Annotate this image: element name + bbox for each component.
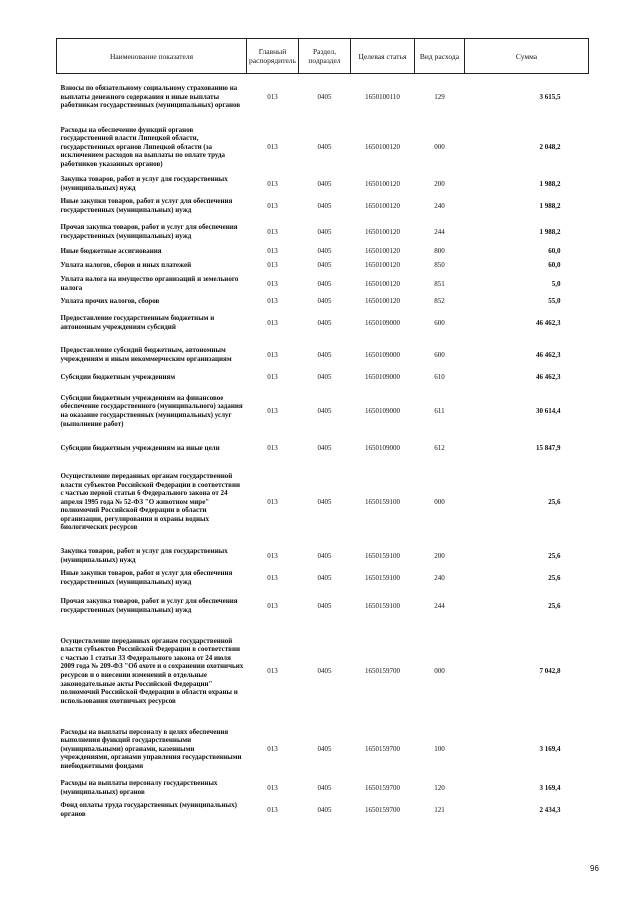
- table-row: [57, 273, 589, 295]
- table-row: [57, 547, 589, 565]
- row-target: 1650109000: [365, 443, 400, 452]
- row-exp-type: 100: [434, 744, 445, 753]
- row-exp-type: 200: [434, 551, 445, 560]
- row-section: 0405: [317, 279, 332, 288]
- row-name: Закупка товаров, работ и услуг для государственных (муниципальных) нужд: [60, 547, 228, 564]
- row-exp-type: 129: [434, 92, 445, 101]
- row-target: 1650109000: [365, 406, 400, 415]
- row-section: 0405: [317, 783, 332, 792]
- header-sum: Сумма: [465, 39, 589, 74]
- row-admin: 013: [267, 179, 278, 188]
- table-row: [57, 591, 589, 621]
- row-target: 1650109000: [365, 318, 400, 327]
- row-target: 1650100110: [365, 92, 400, 101]
- header-exp-type: Вид расхода: [415, 39, 465, 74]
- table-row: [57, 175, 589, 193]
- row-sum: 60,0: [548, 260, 561, 269]
- row-name: Иные бюджетные ассигнования: [60, 246, 162, 255]
- row-name: Прочая закупка товаров, работ и услуг для обеспечения государственных (муниципальных) нужд: [60, 597, 238, 614]
- row-sum: 5,0: [551, 279, 561, 288]
- row-section: 0405: [317, 372, 332, 381]
- table-row: [57, 565, 589, 591]
- row-sum: 60,0: [548, 246, 561, 255]
- row-name: Субсидии бюджетным учреждениям на финансовое обеспечение государственного (муниципального) задания на оказание государственных (муниципальных) услуг (выполнение работ): [60, 393, 243, 428]
- row-target: 1650159700: [365, 744, 400, 753]
- row-name: Предоставление государственным бюджетным и автономным учреждениям субсидий: [60, 314, 215, 331]
- row-sum: 2 434,3: [539, 805, 561, 814]
- row-target: 1650159700: [365, 666, 400, 675]
- row-name: Расходы на выплаты персоналу в целях обеспечения выполнения функций государственными (муниципальными) органами, казенными учреждениями, органами управления государственными внебюджетными фондами: [60, 727, 242, 770]
- row-exp-type: 244: [434, 227, 445, 236]
- row-exp-type: 000: [434, 666, 445, 675]
- row-name: Прочая закупка товаров, работ и услуг для обеспечения государственных (муниципальных) нужд: [60, 223, 238, 240]
- row-name: Осуществление переданных органам государственной власти субъектов Российской Федерации в соответствии с частью первой статьи 6 Федерального закона от 24 апреля 1995 года № 52-ФЗ "О животном мире" полномочий Российской Федерации в области организации, регулирования и охраны водных биологических ресурсов: [60, 471, 241, 532]
- row-admin: 013: [267, 350, 278, 359]
- row-name: Взносы по обязательному социальному страхованию на выплаты денежного содержания и иные выплаты работникам государственных (муниципальных) органов: [60, 84, 241, 110]
- row-name: Субсидии бюджетным учреждениям: [60, 372, 176, 381]
- header-section: Раздел, подраздел: [299, 39, 351, 74]
- row-admin: 013: [267, 142, 278, 151]
- table-row: [57, 339, 589, 371]
- table-row: [57, 193, 589, 219]
- row-exp-type: 850: [434, 260, 445, 269]
- row-sum: 46 462,3: [536, 350, 561, 359]
- row-section: 0405: [317, 805, 332, 814]
- row-target: 1650100120: [365, 201, 400, 210]
- budget-table: [56, 38, 589, 821]
- row-exp-type: 800: [434, 246, 445, 255]
- row-admin: 013: [267, 318, 278, 327]
- row-sum: 55,0: [548, 296, 561, 305]
- row-section: 0405: [317, 246, 332, 255]
- table-row: [57, 307, 589, 339]
- row-name: Фонд оплаты труда государственных (муниципальных) органов: [60, 801, 237, 818]
- table-row: [57, 219, 589, 245]
- row-exp-type: 852: [434, 296, 445, 305]
- row-admin: 013: [267, 296, 278, 305]
- row-admin: 013: [267, 201, 278, 210]
- row-target: 1650100120: [365, 179, 400, 188]
- row-admin: 013: [267, 744, 278, 753]
- row-section: 0405: [317, 260, 332, 269]
- header-target: Целевая статья: [351, 39, 415, 74]
- row-target: 1650100120: [365, 260, 400, 269]
- row-admin: 013: [267, 372, 278, 381]
- row-exp-type: 200: [434, 179, 445, 188]
- row-sum: 1 988,2: [539, 201, 561, 210]
- row-admin: 013: [267, 406, 278, 415]
- row-sum: 25,6: [548, 497, 561, 506]
- row-exp-type: 612: [434, 443, 445, 452]
- row-section: 0405: [317, 201, 332, 210]
- row-admin: 013: [267, 666, 278, 675]
- row-exp-type: 000: [434, 142, 445, 151]
- row-name: Расходы на выплаты персоналу государственных (муниципальных) органов: [60, 779, 218, 796]
- row-target: 1650100120: [365, 246, 400, 255]
- row-exp-type: 851: [434, 279, 445, 288]
- row-name: Расходы на обеспечение функций органов государственной власти Липецкой области, государственных органов Липецкой области (за исключением расходов на выплаты по оплате труда работников указанных органов): [60, 125, 226, 168]
- table-row: [57, 119, 589, 175]
- row-target: 1650159700: [365, 783, 400, 792]
- row-section: 0405: [317, 443, 332, 452]
- row-sum: 3 615,5: [539, 92, 561, 101]
- row-exp-type: 240: [434, 573, 445, 582]
- row-sum: 7 042,8: [539, 666, 561, 675]
- row-target: 1650159100: [365, 551, 400, 560]
- row-exp-type: 244: [434, 601, 445, 610]
- row-admin: 013: [267, 92, 278, 101]
- row-exp-type: 610: [434, 372, 445, 381]
- table-row: [57, 439, 589, 457]
- row-name: Осуществление переданных органам государственной власти субъектов Российской Федерации в соответствии с частью 1 статьи 33 Федерального закона от 24 июля 2009 года № 209-ФЗ "Об охоте и о сохранении охотничьих ресурсов и о внесении изменений в отдельные законодательные акты Российской Федерации" полномочий Российской Федерации в области охраны и использования охотничьих ресурсов: [60, 636, 244, 705]
- row-section: 0405: [317, 296, 332, 305]
- row-sum: 46 462,3: [536, 318, 561, 327]
- row-exp-type: 121: [434, 805, 445, 814]
- table-row: [57, 799, 589, 821]
- row-admin: 013: [267, 601, 278, 610]
- row-section: 0405: [317, 573, 332, 582]
- table-row: [57, 457, 589, 547]
- row-exp-type: 600: [434, 350, 445, 359]
- row-target: 1650159100: [365, 497, 400, 506]
- row-section: 0405: [317, 142, 332, 151]
- row-name: Субсидии бюджетным учреждениям на иные цели: [60, 443, 220, 452]
- row-sum: 1 988,2: [539, 179, 561, 188]
- row-section: 0405: [317, 601, 332, 610]
- row-section: 0405: [317, 92, 332, 101]
- row-target: 1650100120: [365, 142, 400, 151]
- row-admin: 013: [267, 551, 278, 560]
- budget-sheet: [56, 38, 588, 821]
- row-sum: 2 048,2: [539, 142, 561, 151]
- row-exp-type: 611: [434, 406, 445, 415]
- table-row: [57, 383, 589, 439]
- row-sum: 1 988,2: [539, 227, 561, 236]
- row-sum: 25,6: [548, 601, 561, 610]
- row-name: Закупка товаров, работ и услуг для государственных (муниципальных) нужд: [60, 175, 228, 192]
- row-exp-type: 000: [434, 497, 445, 506]
- row-section: 0405: [317, 406, 332, 415]
- row-section: 0405: [317, 179, 332, 188]
- row-admin: 013: [267, 443, 278, 452]
- header-name: Наименование показателя: [57, 39, 247, 74]
- row-admin: 013: [267, 573, 278, 582]
- table-row: [57, 621, 589, 721]
- row-target: 1650100120: [365, 279, 400, 288]
- row-section: 0405: [317, 497, 332, 506]
- row-sum: 46 462,3: [536, 372, 561, 381]
- row-name: Иные закупки товаров, работ и услуг для обеспечения государственных (муниципальных) нужд: [60, 569, 233, 586]
- row-name: Иные закупки товаров, работ и услуг для обеспечения государственных (муниципальных) нужд: [60, 197, 233, 214]
- table-header-row: [57, 39, 589, 74]
- row-name: Уплата налога на имущество организаций и земельного налога: [60, 275, 239, 292]
- row-admin: 013: [267, 497, 278, 506]
- table-row: [57, 371, 589, 383]
- row-exp-type: 120: [434, 783, 445, 792]
- row-target: 1650109000: [365, 350, 400, 359]
- table-row: [57, 257, 589, 273]
- row-name: Уплата налогов, сборов и иных платежей: [60, 260, 192, 269]
- row-admin: 013: [267, 805, 278, 814]
- row-target: 1650159700: [365, 805, 400, 814]
- row-target: 1650100120: [365, 296, 400, 305]
- row-sum: 25,6: [548, 573, 561, 582]
- row-sum: 15 847,9: [536, 443, 561, 452]
- row-sum: 25,6: [548, 551, 561, 560]
- table-row: [57, 777, 589, 799]
- table-row: [57, 721, 589, 777]
- row-section: 0405: [317, 744, 332, 753]
- row-exp-type: 600: [434, 318, 445, 327]
- table-row: [57, 245, 589, 257]
- row-section: 0405: [317, 551, 332, 560]
- row-exp-type: 240: [434, 201, 445, 210]
- row-sum: 3 169,4: [539, 783, 561, 792]
- row-sum: 30 614,4: [536, 406, 561, 415]
- row-name: Предоставление субсидий бюджетным, автономным учреждениям и иным некоммерческим организациям: [60, 346, 232, 363]
- row-admin: 013: [267, 246, 278, 255]
- row-admin: 013: [267, 783, 278, 792]
- row-section: 0405: [317, 227, 332, 236]
- row-admin: 013: [267, 227, 278, 236]
- row-admin: 013: [267, 279, 278, 288]
- page-number: 96: [590, 864, 599, 873]
- row-section: 0405: [317, 350, 332, 359]
- row-target: 1650159100: [365, 573, 400, 582]
- row-target: 1650159100: [365, 601, 400, 610]
- row-sum: 3 169,4: [539, 744, 561, 753]
- table-row: [57, 295, 589, 307]
- header-admin: Главный распорядитель: [247, 39, 299, 74]
- row-name: Уплата прочих налогов, сборов: [60, 296, 160, 305]
- row-admin: 013: [267, 260, 278, 269]
- row-section: 0405: [317, 318, 332, 327]
- row-target: 1650100120: [365, 227, 400, 236]
- row-target: 1650109000: [365, 372, 400, 381]
- row-section: 0405: [317, 666, 332, 675]
- table-row: [57, 74, 589, 120]
